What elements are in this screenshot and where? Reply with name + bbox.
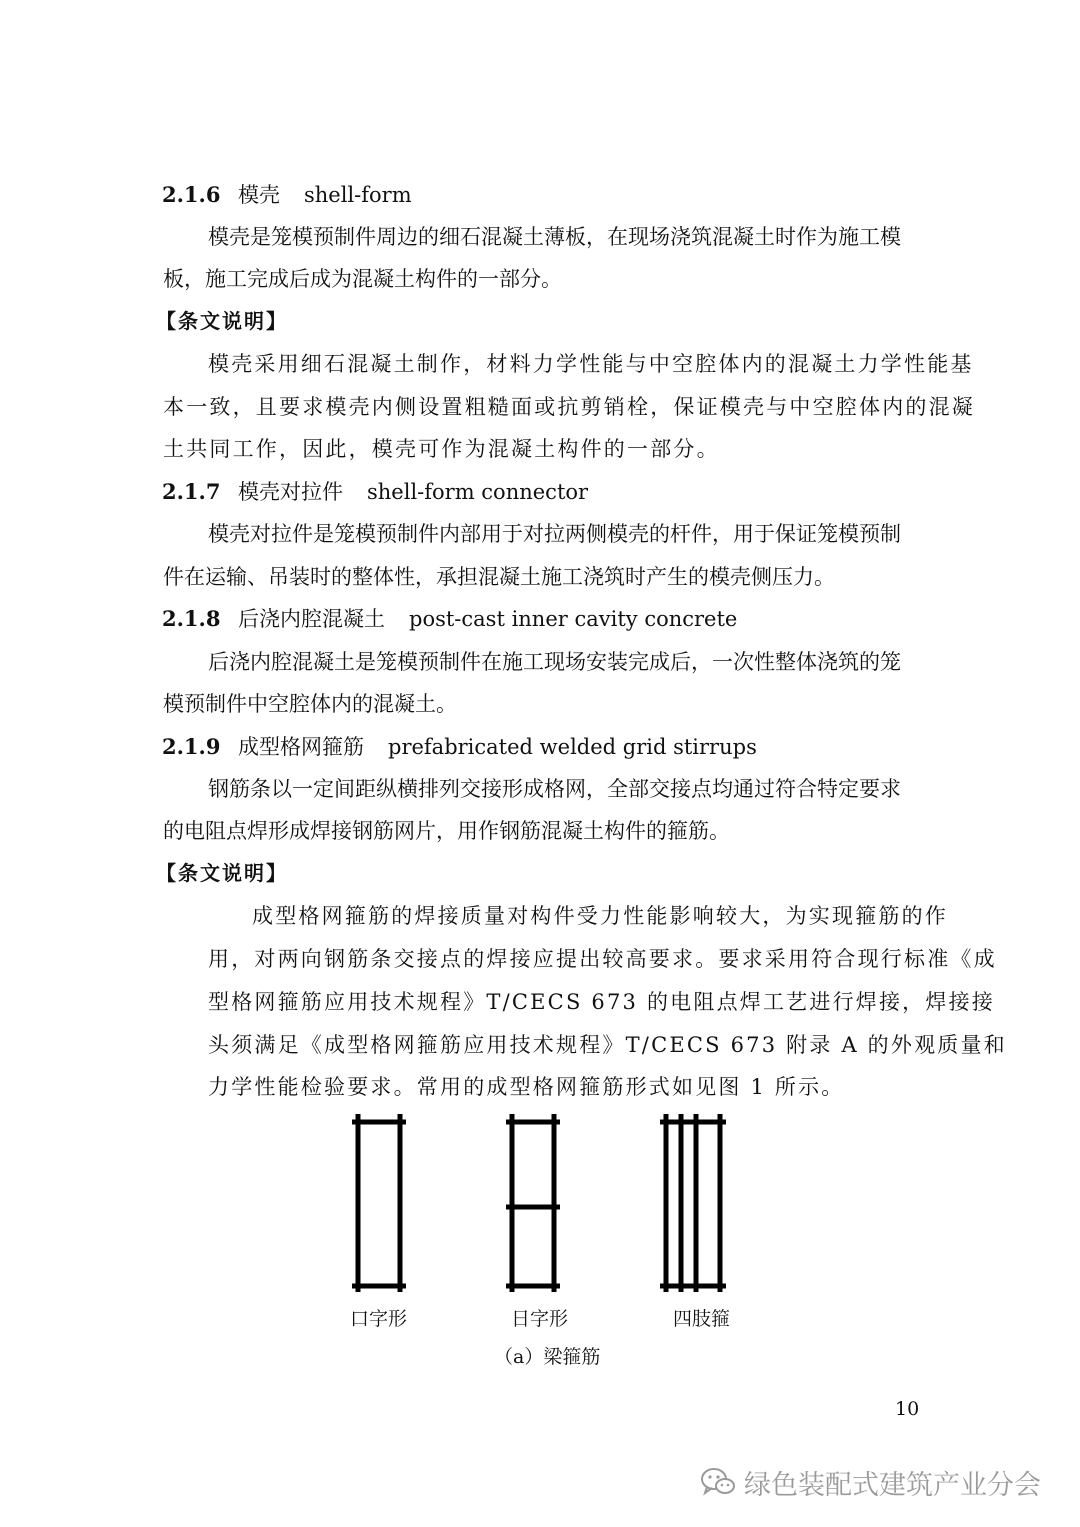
definition-line: 模壳对拉件是笼模预制件内部用于对拉两侧模壳的杆件，用于保证笼模预制 [208,522,901,546]
note-line: 模壳采用细石混凝土制作，材料力学性能与中空腔体内的混凝土力学性能基 [208,352,974,376]
section-number: 2.1.6 [162,182,221,207]
note-line: 型格网箍筋应用技术规程》T/CECS 673 的电阻点焊工艺进行焊接，焊接接 [208,990,995,1014]
definition-line: 件在运输、吊装时的整体性，承担混凝土施工浇筑时产生的模壳侧压力。 [163,565,835,589]
section-title-zh: 成型格网箍筋 [238,735,364,759]
kou-shape-stirrup-drawing [352,1114,406,1292]
section-title-zh: 后浇内腔混凝土 [238,607,385,631]
section-number: 2.1.7 [162,479,221,504]
note-line: 本一致，且要求模壳内侧设置粗糙面或抗剪销栓，保证模壳与中空腔体内的混凝 [163,395,975,419]
definition-line: 模预制件中空腔体内的混凝土。 [163,692,457,716]
definition-line: 后浇内腔混凝土是笼模预制件在施工现场安装完成后，一次性整体浇筑的笼 [208,650,901,674]
ri-shape-stirrup-drawing [506,1114,560,1292]
note-line: 用，对两向钢筋条交接点的焊接应提出较高要求。要求采用符合现行标准《成 [208,947,997,971]
definition-line: 模壳是笼模预制件周边的细石混凝土薄板，在现场浇筑混凝土时作为施工模 [208,225,901,249]
definition-line: 的电阻点焊形成焊接钢筋网片，用作钢筋混凝土构件的箍筋。 [163,819,730,843]
figure-label-ri: 日字形 [511,1308,569,1330]
section-heading-2-1-8 [162,604,737,634]
section-number: 2.1.8 [162,606,221,631]
section-heading-2-1-7 [162,477,588,507]
page-number: 10 [895,1398,920,1420]
section-number: 2.1.9 [162,734,221,759]
definition-line: 板，施工完成后成为混凝土构件的一部分。 [163,267,562,291]
note-line: 土共同工作，因此，模壳可作为混凝土构件的一部分。 [163,437,720,461]
section-title-en: post-cast inner cavity concrete [409,607,738,631]
section-heading-2-1-9 [162,732,757,762]
section-title-en: prefabricated welded grid stirrups [388,735,757,759]
section-title-en: shell-form connector [367,480,589,504]
figure-label-kou: 口字形 [350,1308,408,1330]
watermark [700,1462,1041,1502]
note-line: 力学性能检验要求。常用的成型格网箍筋形式如见图 1 所示。 [208,1075,845,1099]
note-line: 头须满足《成型格网箍筋应用技术规程》T/CECS 673 附录 A 的外观质量和 [208,1033,1007,1057]
section-title-zh: 模壳对拉件 [238,480,343,504]
figure-label-four-leg: 四肢箍 [673,1308,731,1330]
four-leg-stirrup-drawing [660,1114,726,1292]
section-title-en: shell-form [304,183,412,207]
definition-line: 钢筋条以一定间距纵横排列交接形成格网，全部交接点均通过符合特定要求 [208,777,901,801]
stirrup-figure [340,1114,750,1294]
watermark-text: 绿色装配式建筑产业分会 [744,1469,1041,1501]
section-title-zh: 模壳 [238,183,280,207]
clause-note-label: 【条文说明】 [156,309,288,333]
clause-note-label: 【条文说明】 [156,861,288,885]
note-line: 成型格网箍筋的焊接质量对构件受力性能影响较大，为实现箍筋的作 [252,904,948,928]
section-heading-2-1-6 [162,180,412,210]
wechat-icon [700,1467,736,1497]
figure-caption: （a）梁箍筋 [494,1346,601,1368]
